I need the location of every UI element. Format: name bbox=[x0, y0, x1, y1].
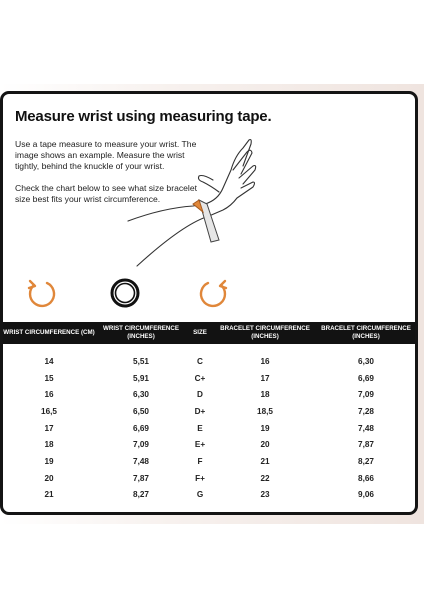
header-bracelet-inches-2: BRACELET CIRCUMFERENCE (INCHES) bbox=[321, 325, 411, 340]
table-header bbox=[3, 322, 415, 344]
rotate-arrow-icon bbox=[25, 277, 59, 311]
cell-wrist-cm: 16 bbox=[44, 390, 54, 400]
rotate-arrow-icon bbox=[196, 277, 230, 311]
cell-wrist-inches: 5,91 bbox=[133, 373, 149, 383]
cell-bracelet-1: 18,5 bbox=[257, 406, 273, 416]
cell-size: C bbox=[197, 356, 203, 366]
cell-bracelet-1: 18 bbox=[260, 390, 270, 400]
cell-bracelet-2: 6,69 bbox=[358, 373, 374, 383]
cell-bracelet-2: 6,30 bbox=[358, 356, 374, 366]
cell-bracelet-1: 17 bbox=[260, 373, 270, 383]
cell-wrist-inches: 6,50 bbox=[133, 406, 149, 416]
cell-bracelet-1: 22 bbox=[260, 473, 270, 483]
rotate-left-icon-wrap bbox=[25, 277, 59, 316]
cell-wrist-inches: 6,30 bbox=[133, 390, 149, 400]
ring-icon-wrap bbox=[108, 277, 142, 316]
cell-bracelet-2: 8,66 bbox=[358, 473, 374, 483]
cell-wrist-cm: 17 bbox=[44, 423, 54, 433]
cell-wrist-cm: 21 bbox=[44, 490, 54, 500]
cell-size: C+ bbox=[194, 373, 206, 383]
table-body bbox=[3, 353, 415, 503]
cell-wrist-cm: 16,5 bbox=[41, 406, 57, 416]
cell-bracelet-2: 9,06 bbox=[358, 490, 374, 500]
cell-size: G bbox=[196, 490, 204, 500]
cell-size: E+ bbox=[194, 440, 206, 450]
cell-wrist-cm: 18 bbox=[44, 440, 54, 450]
cell-bracelet-2: 7,48 bbox=[358, 423, 374, 433]
cell-size: E bbox=[197, 423, 203, 433]
ring-icon bbox=[108, 277, 142, 311]
instruction-paragraph-2: Check the chart below to see what size bracelet size best fits your wrist circumference. bbox=[15, 183, 197, 204]
header-wrist-cm: WRIST CIRCUMFERENCE (CM) bbox=[3, 329, 95, 336]
cell-wrist-inches: 8,27 bbox=[133, 490, 149, 500]
hand-illustration bbox=[123, 126, 273, 276]
instruction-paragraph-1: Use a tape measure to measure your wrist. The image shows an example. Measure the wrist tightly, behind the knuckle of your wrist. bbox=[15, 139, 197, 171]
header-size: SIZE bbox=[193, 329, 207, 336]
cell-wrist-inches: 7,09 bbox=[133, 440, 149, 450]
cell-bracelet-1: 19 bbox=[260, 423, 270, 433]
table-row bbox=[3, 487, 415, 504]
cell-size: F+ bbox=[195, 473, 205, 483]
table-row bbox=[3, 403, 415, 420]
cell-wrist-cm: 14 bbox=[44, 356, 54, 366]
cell-size: F bbox=[197, 456, 203, 466]
cell-bracelet-1: 20 bbox=[260, 440, 270, 450]
cell-bracelet-2: 7,28 bbox=[358, 406, 374, 416]
header-wrist-inches: WRIST CIRCUMFERENCE (INCHES) bbox=[103, 325, 179, 340]
cell-wrist-cm: 20 bbox=[44, 473, 54, 483]
table-row bbox=[3, 353, 415, 370]
cell-wrist-inches: 7,48 bbox=[133, 456, 149, 466]
table-row bbox=[3, 386, 415, 403]
cell-size: D+ bbox=[194, 406, 206, 416]
cell-wrist-cm: 15 bbox=[44, 373, 54, 383]
header-bracelet-inches-1: BRACELET CIRCUMFERENCE (INCHES) bbox=[220, 325, 310, 340]
cell-bracelet-1: 23 bbox=[260, 490, 270, 500]
cell-bracelet-1: 16 bbox=[260, 356, 270, 366]
cell-wrist-inches: 5,51 bbox=[133, 356, 149, 366]
cell-wrist-cm: 19 bbox=[44, 456, 54, 466]
rotate-right-icon-wrap bbox=[196, 277, 230, 316]
cell-wrist-inches: 6,69 bbox=[133, 423, 149, 433]
table-row bbox=[3, 420, 415, 437]
cell-bracelet-1: 21 bbox=[260, 456, 270, 466]
card-title: Measure wrist using measuring tape. bbox=[15, 108, 272, 125]
cell-bracelet-2: 7,09 bbox=[358, 390, 374, 400]
table-row bbox=[3, 436, 415, 453]
table-row bbox=[3, 370, 415, 387]
size-guide-card bbox=[0, 91, 418, 515]
table-row bbox=[3, 453, 415, 470]
cell-wrist-inches: 7,87 bbox=[133, 473, 149, 483]
table-row bbox=[3, 470, 415, 487]
cell-bracelet-2: 7,87 bbox=[358, 440, 374, 450]
cell-bracelet-2: 8,27 bbox=[358, 456, 374, 466]
cell-size: D bbox=[197, 390, 203, 400]
